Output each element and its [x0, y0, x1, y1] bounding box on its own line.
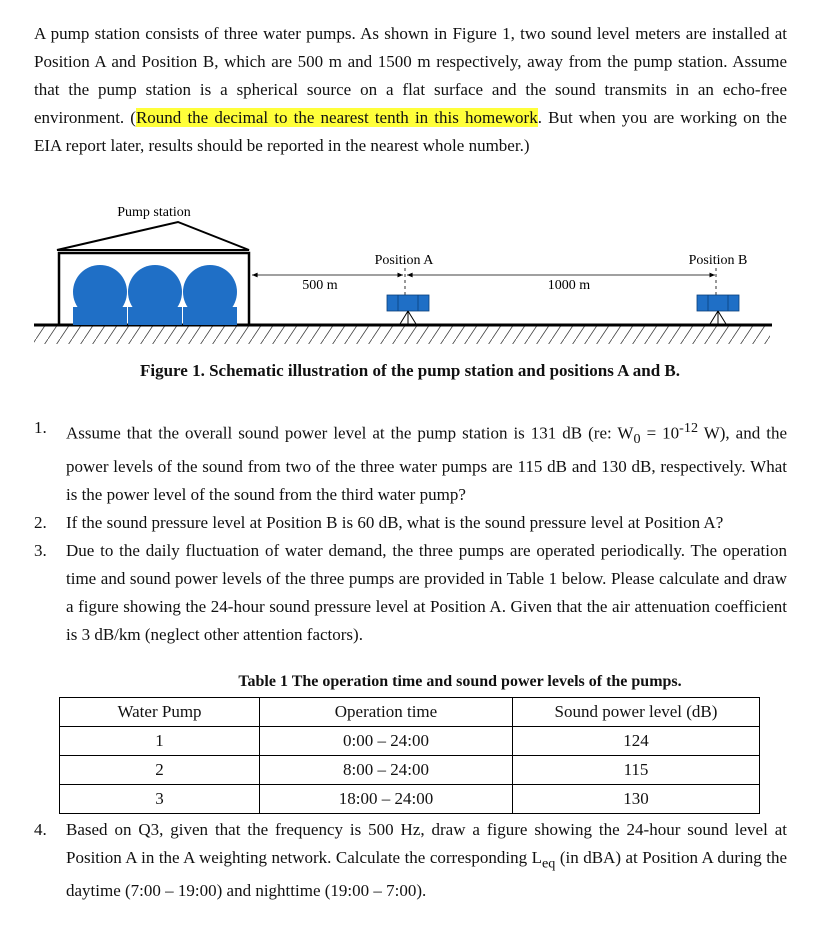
table-cell: 0:00 – 24:00 [260, 727, 513, 756]
intro-text-1: A pump station consists of three water pumps. As shown in Figure 1, two sound level meters are installed at Position A and Position B, which are 500 m and 1500 m respectively, away from the pump station. Assume that the pump station is a spherical source on a flat surface and the sound transmits in an echo-free environment. ( [34, 24, 787, 127]
intro-highlight: Round the decimal to the nearest tenth in this homework [135, 108, 538, 127]
pump-table [59, 697, 760, 814]
table-cell: 8:00 – 24:00 [260, 756, 513, 785]
table-header: Sound power level (dB) [513, 698, 760, 727]
sound-level-meter-b [697, 295, 739, 324]
subscript: eq [541, 855, 556, 872]
question-text: W), and the power levels of the sound from two of the three water pumps are 115 dB and 130 dB, respectively. What is the power level of the sound from the third water pump? [66, 423, 787, 505]
table-cell: 2 [60, 756, 260, 785]
table-header-row [60, 698, 760, 727]
table-cell: 3 [60, 785, 260, 814]
table-cell: 124 [513, 727, 760, 756]
dist-b-label: 1000 m [547, 278, 591, 293]
question-text: If the sound pressure level at Position B is 60 dB, what is the sound pressure level at Position A? [66, 513, 724, 533]
table-row [60, 756, 760, 785]
question-item [34, 509, 787, 537]
question-list [34, 414, 787, 649]
question-number: 1. [34, 418, 47, 437]
figure-caption: Figure 1. Schematic illustration of the pump station and positions A and B. [140, 361, 680, 380]
pump-icon [183, 265, 237, 325]
table-header: Water Pump [60, 698, 260, 727]
question-number: 3. [34, 541, 47, 561]
dist-a-label: 500 m [302, 278, 338, 293]
question-text: = 10 [640, 423, 680, 443]
table-cell: 115 [513, 756, 760, 785]
sound-level-meter-a [387, 295, 429, 324]
station-label: Pump station [117, 205, 191, 220]
superscript: -12 [679, 420, 699, 436]
ground-hatch [34, 326, 770, 344]
figure-1-schematic [0, 195, 820, 355]
subscript: 0 [633, 431, 641, 448]
table-row [60, 785, 760, 814]
table-header: Operation time [260, 698, 513, 727]
pump-icon [73, 265, 127, 325]
table-row [60, 727, 760, 756]
question-item [34, 537, 787, 649]
question-number: 4. [34, 820, 47, 839]
intro-text-2: . But when you are working on the EIA report later, results should be reported in the nearest whole number.) [34, 108, 787, 155]
pump-icon [128, 265, 182, 325]
intro-paragraph [34, 20, 787, 160]
table-cell: 1 [60, 727, 260, 756]
position-b-label: Position B [688, 253, 748, 268]
pump-station-building [57, 222, 249, 325]
question-text: Assume that the overall sound power level at the pump station is 131 dB (re: W [66, 423, 634, 443]
table-caption: Table 1 The operation time and sound power levels of the pumps. [238, 673, 682, 690]
question-text: Based on Q3, given that the frequency is 500 Hz, draw a figure showing the 24-hour sound level at Position A in the A weighting network. Calculate the corresponding L [66, 820, 787, 867]
question-text: (in dBA) at Position A during the daytime (7:00 – 19:00) and nighttime (19:00 – 7:00). [66, 848, 787, 901]
question-text: Due to the daily fluctuation of water demand, the three pumps are operated periodically. The operation time and sound power levels of the three pumps are provided in Table 1 below. Please calculate and draw a figure showing the 24-hour sound pressure level at Position A. Given that the air attenuation coefficient is 3 dB/km (neglect other attention factors). [66, 541, 787, 645]
position-a-label: Position A [374, 253, 434, 268]
question-item [34, 414, 787, 509]
question-number: 2. [34, 513, 47, 533]
question-list-continued [34, 816, 787, 905]
table-cell: 130 [513, 785, 760, 814]
table-cell: 18:00 – 24:00 [260, 785, 513, 814]
station-roof [57, 222, 249, 250]
question-item [34, 816, 787, 905]
